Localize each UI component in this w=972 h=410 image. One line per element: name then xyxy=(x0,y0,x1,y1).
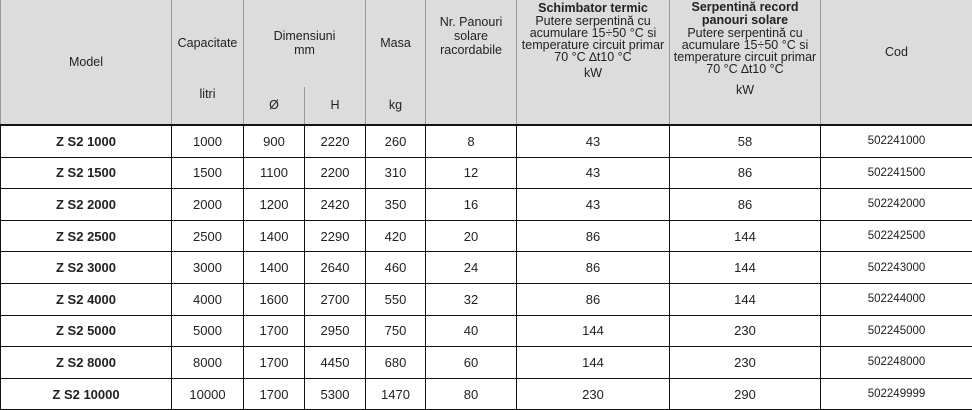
cell-diam: 900 xyxy=(244,125,305,157)
cell-diam: 1400 xyxy=(244,220,305,252)
cell-masa: 350 xyxy=(366,189,426,221)
cell-capacitate: 3000 xyxy=(172,252,244,284)
table-row xyxy=(1,189,972,221)
table-row xyxy=(1,252,972,284)
cell-diam: 1600 xyxy=(244,283,305,315)
cell-cod: 502249999 xyxy=(821,378,972,410)
cell-serpentina: 230 xyxy=(670,347,821,379)
cell-model: Z S2 1500 xyxy=(1,157,172,189)
header-serpentina-sub1: Putere serpentină cu xyxy=(670,27,820,39)
header-dimensiuni xyxy=(244,0,366,87)
cell-model: Z S2 2000 xyxy=(1,189,172,221)
header-serpentina-title2: panouri solare xyxy=(670,14,820,27)
cell-masa: 680 xyxy=(366,347,426,379)
header-serpentina-sub3: temperature circuit primar xyxy=(670,51,820,63)
cell-panouri: 32 xyxy=(426,283,517,315)
cell-cod: 502245000 xyxy=(821,315,972,347)
cell-diam: 1700 xyxy=(244,378,305,410)
cell-masa: 460 xyxy=(366,252,426,284)
cell-h: 5300 xyxy=(305,378,366,410)
cell-panouri: 12 xyxy=(426,157,517,189)
cell-schimbator: 43 xyxy=(517,157,670,189)
cell-h: 2700 xyxy=(305,283,366,315)
header-schimbator-sub1: Putere serpentină cu xyxy=(517,15,669,27)
cell-capacitate: 10000 xyxy=(172,378,244,410)
cell-model: Z S2 5000 xyxy=(1,315,172,347)
table-row xyxy=(1,283,972,315)
header-schimbator-unit: kW xyxy=(517,66,669,80)
header-panouri-line3: racordabile xyxy=(426,43,516,57)
cell-h: 2950 xyxy=(305,315,366,347)
cell-capacitate: 1000 xyxy=(172,125,244,157)
cell-cod: 502244000 xyxy=(821,283,972,315)
cell-schimbator: 86 xyxy=(517,252,670,284)
cell-panouri: 24 xyxy=(426,252,517,284)
header-unit-kg: kg xyxy=(366,87,426,125)
cell-panouri: 8 xyxy=(426,125,517,157)
header-serpentina-title1: Serpentină record xyxy=(670,1,820,14)
cell-h: 2200 xyxy=(305,157,366,189)
header-masa: Masa xyxy=(366,0,426,87)
cell-model: Z S2 1000 xyxy=(1,125,172,157)
table-row xyxy=(1,315,972,347)
cell-panouri: 80 xyxy=(426,378,517,410)
cell-panouri: 16 xyxy=(426,189,517,221)
cell-diam: 1200 xyxy=(244,189,305,221)
cell-panouri: 60 xyxy=(426,347,517,379)
table-row xyxy=(1,220,972,252)
header-serpentina xyxy=(670,0,821,125)
cell-cod: 502242000 xyxy=(821,189,972,221)
header-schimbator-title: Schimbator termic xyxy=(517,1,669,15)
header-unit-litri: litri xyxy=(172,87,244,125)
header-schimbator-sub4: 70 °C ∆t10 °C xyxy=(517,51,669,63)
cell-schimbator: 43 xyxy=(517,189,670,221)
cell-schimbator: 43 xyxy=(517,125,670,157)
cell-capacitate: 4000 xyxy=(172,283,244,315)
cell-panouri: 20 xyxy=(426,220,517,252)
cell-schimbator: 86 xyxy=(517,283,670,315)
cell-h: 2290 xyxy=(305,220,366,252)
cell-model: Z S2 8000 xyxy=(1,347,172,379)
table-body xyxy=(1,125,972,410)
cell-cod: 502242500 xyxy=(821,220,972,252)
cell-serpentina: 144 xyxy=(670,252,821,284)
header-capacitate: Capacitate xyxy=(172,0,244,87)
cell-cod: 502241000 xyxy=(821,125,972,157)
cell-h: 4450 xyxy=(305,347,366,379)
cell-model: Z S2 2500 xyxy=(1,220,172,252)
cell-masa: 420 xyxy=(366,220,426,252)
cell-model: Z S2 4000 xyxy=(1,283,172,315)
header-model: Model xyxy=(1,0,172,125)
cell-cod: 502241500 xyxy=(821,157,972,189)
cell-capacitate: 1500 xyxy=(172,157,244,189)
cell-diam: 1700 xyxy=(244,315,305,347)
cell-serpentina: 290 xyxy=(670,378,821,410)
cell-masa: 1470 xyxy=(366,378,426,410)
cell-diam: 1400 xyxy=(244,252,305,284)
cell-capacitate: 8000 xyxy=(172,347,244,379)
cell-model: Z S2 3000 xyxy=(1,252,172,284)
header-dimensiuni-line2: mm xyxy=(244,43,365,57)
cell-serpentina: 58 xyxy=(670,125,821,157)
cell-serpentina: 230 xyxy=(670,315,821,347)
table-row xyxy=(1,125,972,157)
table-row xyxy=(1,157,972,189)
cell-cod: 502243000 xyxy=(821,252,972,284)
cell-masa: 310 xyxy=(366,157,426,189)
table-row xyxy=(1,347,972,379)
header-panouri xyxy=(426,0,517,125)
cell-diam: 1100 xyxy=(244,157,305,189)
cell-capacitate: 2000 xyxy=(172,189,244,221)
header-unit-diam: Ø xyxy=(244,87,305,125)
header-unit-h: H xyxy=(305,87,366,125)
cell-capacitate: 2500 xyxy=(172,220,244,252)
header-panouri-line2: solare xyxy=(426,29,516,43)
header-schimbator-sub3: temperature circuit primar xyxy=(517,39,669,51)
cell-schimbator: 144 xyxy=(517,315,670,347)
cell-capacitate: 5000 xyxy=(172,315,244,347)
header-panouri-line1: Nr. Panouri xyxy=(426,15,516,29)
cell-h: 2640 xyxy=(305,252,366,284)
cell-serpentina: 144 xyxy=(670,283,821,315)
header-cod: Cod xyxy=(821,0,972,125)
cell-masa: 750 xyxy=(366,315,426,347)
cell-schimbator: 86 xyxy=(517,220,670,252)
cell-serpentina: 144 xyxy=(670,220,821,252)
cell-diam: 1700 xyxy=(244,347,305,379)
cell-h: 2220 xyxy=(305,125,366,157)
header-schimbator-sub2: acumulare 15÷50 °C si xyxy=(517,27,669,39)
cell-serpentina: 86 xyxy=(670,189,821,221)
header-serpentina-unit: kW xyxy=(670,83,820,97)
header-serpentina-sub4: 70 °C ∆t10 °C xyxy=(670,63,820,75)
header-schimbator xyxy=(517,0,670,125)
table-row xyxy=(1,378,972,410)
cell-masa: 260 xyxy=(366,125,426,157)
cell-schimbator: 230 xyxy=(517,378,670,410)
header-dimensiuni-line1: Dimensiuni xyxy=(244,29,365,43)
cell-cod: 502248000 xyxy=(821,347,972,379)
cell-h: 2420 xyxy=(305,189,366,221)
cell-masa: 550 xyxy=(366,283,426,315)
cell-panouri: 40 xyxy=(426,315,517,347)
cell-serpentina: 86 xyxy=(670,157,821,189)
cell-schimbator: 144 xyxy=(517,347,670,379)
cell-model: Z S2 10000 xyxy=(1,378,172,410)
header-serpentina-sub2: acumulare 15÷50 °C si xyxy=(670,39,820,51)
